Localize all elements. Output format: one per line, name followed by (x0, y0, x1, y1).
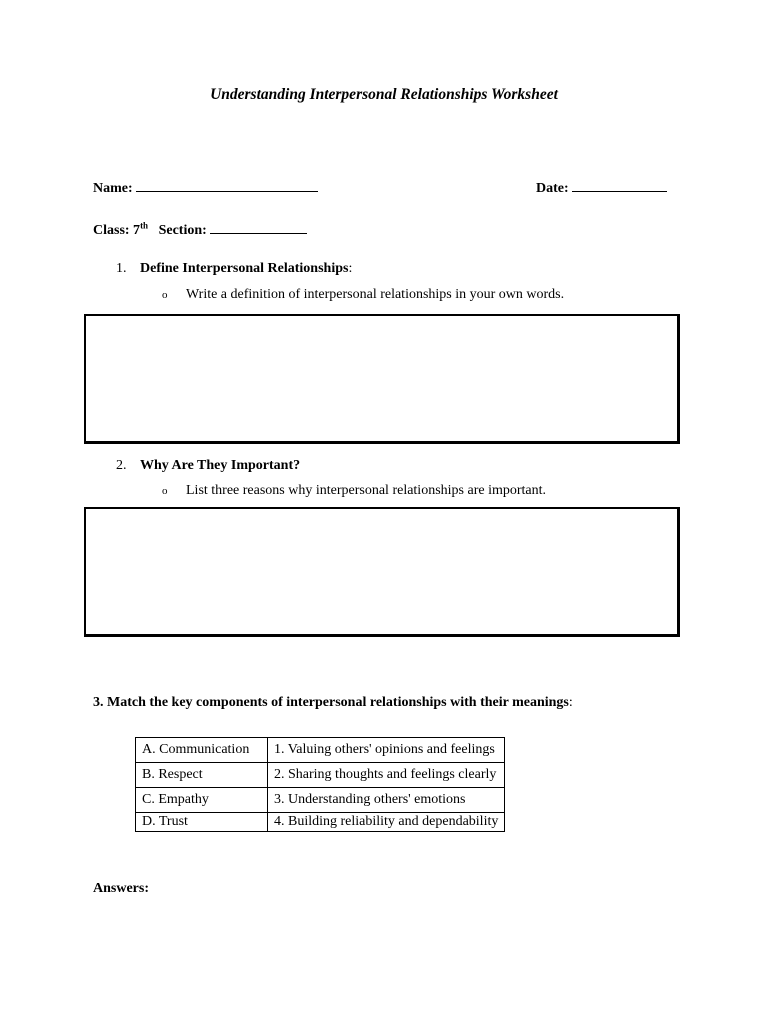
q1-heading: Define Interpersonal Relationships (140, 261, 349, 276)
table-row (136, 788, 505, 813)
section-blank[interactable] (210, 219, 307, 234)
meaning-cell: 4. Building reliability and dependability (268, 813, 505, 832)
matching-table (135, 737, 505, 832)
q3-colon: : (568, 695, 573, 710)
q1-colon: : (348, 261, 353, 276)
section-label: Section: (158, 223, 207, 238)
worksheet-title: Understanding Interpersonal Relationships Worksheet (210, 86, 558, 103)
q2-instruction: List three reasons why interpersonal relationships are important. (186, 483, 547, 498)
q1-bullet: o (162, 289, 168, 301)
date-blank[interactable] (572, 177, 667, 192)
meaning-cell: 1. Valuing others' opinions and feelings (268, 738, 505, 763)
term-cell: A. Communication (136, 738, 268, 763)
answers-label: Answers: (93, 881, 149, 896)
q3-heading: 3. Match the key components of interpersonal relationships with their meanings (93, 695, 569, 710)
q3-heading-line (93, 695, 573, 711)
class-section-field (93, 219, 307, 239)
q1-answer-box[interactable] (84, 314, 680, 444)
q2-bullet: o (162, 485, 168, 497)
q1-instruction: Write a definition of interpersonal relationships in your own words. (186, 287, 565, 302)
class-label: Class: 7 (93, 223, 141, 238)
term-cell: B. Respect (136, 763, 268, 788)
date-field (536, 177, 667, 197)
table-row (136, 813, 505, 832)
q1-heading-line (140, 261, 352, 277)
term-cell: C. Empathy (136, 788, 268, 813)
q2-heading: Why Are They Important? (140, 458, 301, 473)
q2-answer-box[interactable] (84, 507, 680, 637)
term-cell: D. Trust (136, 813, 268, 832)
q1-number: 1. (116, 261, 127, 276)
table-row (136, 738, 505, 763)
table-row (136, 763, 505, 788)
name-blank[interactable] (136, 177, 318, 192)
class-superscript: th (140, 220, 149, 231)
meaning-cell: 3. Understanding others' emotions (268, 788, 505, 813)
name-label: Name: (93, 181, 133, 196)
meaning-cell: 2. Sharing thoughts and feelings clearly (268, 763, 505, 788)
q2-number: 2. (116, 458, 127, 473)
name-field (93, 177, 318, 197)
date-label: Date: (536, 181, 569, 196)
